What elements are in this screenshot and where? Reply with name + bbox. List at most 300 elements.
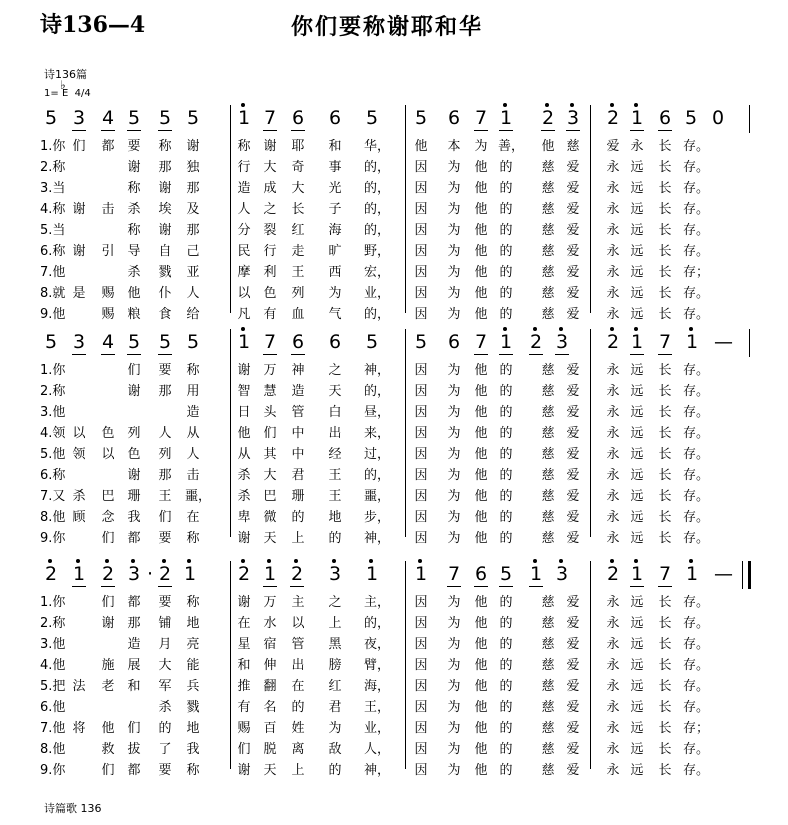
octave-dot xyxy=(559,327,563,331)
lyric-syllable: 谢 xyxy=(237,595,251,610)
lyric-syllable: 血 xyxy=(291,307,305,322)
lyric-syllable: 因 xyxy=(414,658,428,673)
lyric-syllable: 杀 xyxy=(72,489,86,504)
lyric-syllable: 为 xyxy=(447,223,461,238)
lyric-syllable: 因 xyxy=(414,489,428,504)
lyric-syllable: 7.他 xyxy=(40,721,66,736)
lyric-syllable: 老 xyxy=(101,679,115,694)
lyric-row xyxy=(40,380,750,400)
lyric-syllable: 慈 xyxy=(541,742,555,757)
lyric-syllable: 管 xyxy=(291,405,305,420)
lyric-syllable: 我 xyxy=(127,510,141,525)
note: 1 xyxy=(498,107,514,129)
lyric-syllable: 事 xyxy=(328,160,342,175)
lyric-syllable: 为 xyxy=(474,139,488,154)
lyric-syllable: 人 xyxy=(158,426,172,441)
lyric-syllable: 光 xyxy=(328,181,342,196)
lyric-syllable: 们 xyxy=(72,139,86,154)
lyric-syllable: 给 xyxy=(186,307,200,322)
lyric-syllable: 裂 xyxy=(263,223,277,238)
lyric-syllable: 他 xyxy=(474,447,488,462)
lyric-syllable: 的， xyxy=(364,223,391,238)
lyric-syllable: 造 xyxy=(186,405,200,420)
lyric-syllable: 存。 xyxy=(683,742,710,757)
lyric-syllable: 夜， xyxy=(364,637,391,652)
eighth-underline xyxy=(127,354,141,355)
lyric-syllable: 慈 xyxy=(541,405,555,420)
lyric-syllable: 爱 xyxy=(566,244,580,259)
lyric-syllable: 顾 xyxy=(72,510,86,525)
lyric-syllable: 凡 xyxy=(237,307,251,322)
lyric-syllable: 3.他 xyxy=(40,405,66,420)
lyric-syllable: 存。 xyxy=(683,307,710,322)
lyric-syllable: 远 xyxy=(630,286,644,301)
lyric-syllable: 的 xyxy=(291,510,305,525)
lyric-syllable: 有 xyxy=(237,700,251,715)
lyric-syllable: 伸 xyxy=(263,658,277,673)
lyric-syllable: 为 xyxy=(447,721,461,736)
lyric-syllable: 永 xyxy=(606,721,620,736)
note: 5 xyxy=(158,331,172,353)
lyric-syllable: 永 xyxy=(606,181,620,196)
lyric-syllable: 远 xyxy=(630,468,644,483)
lyric-syllable: 长 xyxy=(658,286,672,301)
lyric-syllable: 他 xyxy=(474,658,488,673)
barline xyxy=(742,561,743,589)
lyric-syllable: 3.他 xyxy=(40,637,66,652)
lyric-syllable: 为 xyxy=(447,700,461,715)
lyric-syllable: 远 xyxy=(630,637,644,652)
lyric-syllable: 爱 xyxy=(566,658,580,673)
lyric-syllable: 亚 xyxy=(186,265,200,280)
lyric-syllable: 慈 xyxy=(541,265,555,280)
lyric-syllable: 的 xyxy=(499,447,513,462)
lyric-syllable: 永 xyxy=(606,363,620,378)
lyric-syllable: 那 xyxy=(158,384,172,399)
note: 6 xyxy=(447,107,461,129)
lyric-syllable: 之 xyxy=(328,363,342,378)
hold-dash: — xyxy=(714,563,733,585)
lyric-syllable: 永 xyxy=(606,658,620,673)
lyric-syllable: 造 xyxy=(237,181,251,196)
lyric-syllable: 爱 xyxy=(566,160,580,175)
lyric-syllable: 旷 xyxy=(328,244,342,259)
lyric-syllable: 从 xyxy=(237,447,251,462)
lyric-syllable: 人， xyxy=(364,742,391,757)
lyric-syllable: 救 xyxy=(101,742,115,757)
lyric-syllable: 2.称 xyxy=(40,384,66,399)
eighth-underline xyxy=(474,130,488,131)
lyric-syllable: 他 xyxy=(414,139,428,154)
lyric-syllable: 用 xyxy=(186,384,200,399)
lyric-syllable: 独 xyxy=(186,160,200,175)
lyric-row xyxy=(40,135,750,155)
note: 1 xyxy=(236,331,252,353)
lyric-syllable: 称 xyxy=(186,363,200,378)
eighth-underline xyxy=(447,586,461,587)
note: 2 xyxy=(289,563,305,585)
lyric-syllable: 的 xyxy=(499,721,513,736)
lyric-syllable: 远 xyxy=(630,721,644,736)
lyric-syllable: 的 xyxy=(499,244,513,259)
lyric-syllable: 们 xyxy=(237,742,251,757)
lyric-syllable: 的 xyxy=(158,721,172,736)
lyric-syllable: 慈 xyxy=(541,531,555,546)
note: 5 xyxy=(365,107,379,129)
lyric-syllable: 因 xyxy=(414,447,428,462)
lyric-syllable: 远 xyxy=(630,307,644,322)
key-prefix: 1= xyxy=(44,88,59,99)
lyric-syllable: 他 xyxy=(474,223,488,238)
eighth-underline xyxy=(263,130,277,131)
lyric-syllable: 长 xyxy=(658,223,672,238)
lyric-syllable: 慈 xyxy=(541,489,555,504)
lyric-syllable: 慧 xyxy=(263,384,277,399)
lyric-syllable: 永 xyxy=(606,742,620,757)
lyric-syllable: 爱 xyxy=(566,223,580,238)
lyric-syllable: 推 xyxy=(237,679,251,694)
lyric-syllable: 因 xyxy=(414,286,428,301)
lyric-syllable: 地 xyxy=(328,510,342,525)
lyric-syllable: 的 xyxy=(499,489,513,504)
lyric-syllable: 远 xyxy=(630,384,644,399)
lyric-syllable: 以 xyxy=(237,286,251,301)
octave-dot xyxy=(570,103,574,107)
lyric-syllable: 爱 xyxy=(566,181,580,196)
lyric-syllable: 赐 xyxy=(101,286,115,301)
note: 1 xyxy=(262,563,278,585)
octave-dot xyxy=(418,559,422,563)
lyric-syllable: 噩， xyxy=(364,489,391,504)
octave-dot xyxy=(610,559,614,563)
lyric-syllable: 爱 xyxy=(566,265,580,280)
lyric-syllable: 军 xyxy=(158,679,172,694)
note: 1 xyxy=(528,563,544,585)
lyric-syllable: 的， xyxy=(364,307,391,322)
note: 0 xyxy=(711,107,725,129)
lyric-syllable: 们 xyxy=(263,426,277,441)
lyric-syllable: 慈 xyxy=(541,223,555,238)
lyric-syllable: 2.称 xyxy=(40,160,66,175)
octave-dot xyxy=(559,559,563,563)
lyric-syllable: 们 xyxy=(101,595,115,610)
lyric-syllable: 慈 xyxy=(541,763,555,778)
lyric-row xyxy=(40,506,750,526)
lyric-syllable: 粮 xyxy=(127,307,141,322)
lyric-syllable: 君 xyxy=(291,468,305,483)
lyric-syllable: 因 xyxy=(414,265,428,280)
lyric-syllable: 长 xyxy=(658,637,672,652)
lyric-syllable: 耶 xyxy=(291,139,305,154)
lyric-syllable: 己 xyxy=(186,244,200,259)
lyric-syllable: 远 xyxy=(630,742,644,757)
lyric-syllable: 4.领 xyxy=(40,426,66,441)
eighth-underline xyxy=(658,586,672,587)
lyric-syllable: 永 xyxy=(606,223,620,238)
lyric-syllable: 慈 xyxy=(541,307,555,322)
lyric-syllable: 谢 xyxy=(237,363,251,378)
note: 7 xyxy=(658,563,672,585)
lyric-syllable: 存。 xyxy=(683,531,710,546)
lyric-syllable: 地 xyxy=(186,721,200,736)
lyric-syllable: 因 xyxy=(414,616,428,631)
lyric-syllable: 爱 xyxy=(566,405,580,420)
lyric-syllable: 长 xyxy=(658,139,672,154)
lyric-syllable: 慈 xyxy=(541,384,555,399)
lyric-syllable: 长 xyxy=(658,447,672,462)
lyric-syllable: 的 xyxy=(499,405,513,420)
note: 6 xyxy=(328,331,342,353)
lyric-syllable: 永 xyxy=(606,489,620,504)
lyric-syllable: 5.他 xyxy=(40,447,66,462)
lyric-syllable: 1.你 xyxy=(40,595,66,610)
lyric-syllable: 分 xyxy=(237,223,251,238)
lyric-syllable: 为 xyxy=(447,595,461,610)
eighth-underline xyxy=(630,586,644,587)
lyric-syllable: 人 xyxy=(186,447,200,462)
lyric-syllable: 的 xyxy=(499,637,513,652)
lyric-syllable: 7.他 xyxy=(40,265,66,280)
lyric-syllable: 和 xyxy=(127,679,141,694)
lyric-syllable: 杀 xyxy=(158,700,172,715)
lyric-syllable: 的 xyxy=(291,700,305,715)
lyric-syllable: 永 xyxy=(606,531,620,546)
lyric-syllable: 的 xyxy=(499,679,513,694)
note: 5 xyxy=(414,331,428,353)
lyric-syllable: 永 xyxy=(606,510,620,525)
lyric-syllable: 埃 xyxy=(158,202,172,217)
lyric-syllable: 他 xyxy=(474,405,488,420)
lyric-syllable: 1.你 xyxy=(40,363,66,378)
eighth-underline xyxy=(474,354,488,355)
lyric-syllable: 中 xyxy=(291,426,305,441)
lyric-syllable: 气 xyxy=(328,307,342,322)
lyric-syllable: 敌 xyxy=(328,742,342,757)
lyric-syllable: 称 xyxy=(127,223,141,238)
note: 3 xyxy=(554,331,570,353)
lyric-syllable: 他 xyxy=(474,679,488,694)
lyric-syllable: 长 xyxy=(658,763,672,778)
lyric-syllable: 长 xyxy=(658,468,672,483)
lyric-syllable: 远 xyxy=(630,223,644,238)
lyric-syllable: 他 xyxy=(474,468,488,483)
lyric-syllable: 慈 xyxy=(541,426,555,441)
lyric-syllable: 为 xyxy=(447,181,461,196)
lyric-syllable: 远 xyxy=(630,679,644,694)
lyric-syllable: 他 xyxy=(237,426,251,441)
lyric-syllable: 6.称 xyxy=(40,244,66,259)
lyric-syllable: 存。 xyxy=(683,658,710,673)
lyric-syllable: 行 xyxy=(237,160,251,175)
lyric-row xyxy=(40,696,750,716)
lyric-syllable: 远 xyxy=(630,181,644,196)
lyric-syllable: 水 xyxy=(263,616,277,631)
lyric-syllable: 他 xyxy=(474,700,488,715)
lyric-syllable: 为 xyxy=(447,679,461,694)
eighth-underline xyxy=(658,130,672,131)
lyric-syllable: 他 xyxy=(474,307,488,322)
note: 6 xyxy=(291,331,305,353)
lyric-syllable: 存。 xyxy=(683,160,710,175)
lyric-syllable: 远 xyxy=(630,616,644,631)
lyric-syllable: 王 xyxy=(328,468,342,483)
lyric-syllable: 为 xyxy=(447,489,461,504)
lyric-syllable: 色 xyxy=(127,447,141,462)
lyric-syllable: 大 xyxy=(158,658,172,673)
lyric-syllable: 王， xyxy=(364,700,391,715)
note: 1 xyxy=(684,563,700,585)
lyric-syllable: 有 xyxy=(263,307,277,322)
lyric-syllable: 长 xyxy=(658,510,672,525)
lyric-syllable: 爱 xyxy=(566,510,580,525)
eighth-underline xyxy=(541,130,555,131)
note: 1 xyxy=(498,331,514,353)
lyric-syllable: 的， xyxy=(364,468,391,483)
lyric-syllable: 长 xyxy=(658,700,672,715)
note: 5 xyxy=(684,107,698,129)
lyric-syllable: 为 xyxy=(447,265,461,280)
octave-dot xyxy=(634,103,638,107)
lyric-syllable: 步， xyxy=(364,510,391,525)
lyric-syllable: 的 xyxy=(499,265,513,280)
lyric-syllable: 5.当 xyxy=(40,223,66,238)
lyric-syllable: 为 xyxy=(328,721,342,736)
lyric-syllable: 他 xyxy=(474,244,488,259)
lyric-syllable: 色 xyxy=(101,426,115,441)
lyric-syllable: 永 xyxy=(606,307,620,322)
octave-dot xyxy=(610,327,614,331)
octave-dot xyxy=(634,559,638,563)
note: 1 xyxy=(629,107,645,129)
lyric-row xyxy=(40,303,750,323)
lyric-syllable: 们 xyxy=(101,531,115,546)
lyric-syllable: 野， xyxy=(364,244,391,259)
lyric-syllable: 击 xyxy=(101,202,115,217)
lyric-syllable: 存。 xyxy=(683,286,710,301)
lyric-syllable: 拔 xyxy=(127,742,141,757)
note: 6 xyxy=(658,107,672,129)
lyric-syllable: 是 xyxy=(72,286,86,301)
lyric-syllable: 永 xyxy=(606,405,620,420)
lyric-syllable: 他 xyxy=(474,616,488,631)
lyric-syllable: 法 xyxy=(72,679,86,694)
lyric-syllable: 长 xyxy=(291,202,305,217)
octave-dot xyxy=(545,103,549,107)
lyric-syllable: 远 xyxy=(630,447,644,462)
lyric-syllable: 远 xyxy=(630,489,644,504)
lyric-syllable: 击 xyxy=(186,468,200,483)
lyric-syllable: 长 xyxy=(658,426,672,441)
barline xyxy=(748,561,751,589)
lyric-row xyxy=(40,261,750,281)
lyric-syllable: 们 xyxy=(127,721,141,736)
lyric-syllable: 的 xyxy=(499,223,513,238)
lyric-syllable: 他 xyxy=(474,202,488,217)
lyric-syllable: 4.他 xyxy=(40,658,66,673)
lyric-syllable: 他 xyxy=(474,363,488,378)
lyric-syllable: 要 xyxy=(127,139,141,154)
lyric-syllable: 远 xyxy=(630,244,644,259)
lyric-syllable: 慈 xyxy=(541,160,555,175)
lyric-syllable: 爱 xyxy=(566,468,580,483)
lyric-syllable: 永 xyxy=(606,160,620,175)
lyric-syllable: 他 xyxy=(541,139,555,154)
note: 7 xyxy=(658,331,672,353)
lyric-syllable: 存。 xyxy=(683,384,710,399)
lyric-syllable: 爱 xyxy=(566,616,580,631)
lyric-syllable: 黑 xyxy=(328,637,342,652)
lyric-syllable: 走 xyxy=(291,244,305,259)
lyric-row xyxy=(40,198,750,218)
lyric-syllable: 念 xyxy=(101,510,115,525)
lyric-syllable: 的 xyxy=(499,363,513,378)
eighth-underline xyxy=(630,354,644,355)
lyric-syllable: 他 xyxy=(474,637,488,652)
lyric-syllable: 8.就 xyxy=(40,286,66,301)
lyric-syllable: 们 xyxy=(127,363,141,378)
lyric-syllable: 谢 xyxy=(72,202,86,217)
note: 3 xyxy=(327,563,343,585)
lyric-syllable: 长 xyxy=(658,489,672,504)
lyric-syllable: 上 xyxy=(291,763,305,778)
lyric-row xyxy=(40,633,750,653)
barline xyxy=(749,329,750,357)
lyric-syllable: 存。 xyxy=(683,489,710,504)
lyric-syllable: 神， xyxy=(364,531,391,546)
lyric-syllable: 赐 xyxy=(101,307,115,322)
lyric-syllable: 经 xyxy=(328,447,342,462)
lyric-syllable: 8.他 xyxy=(40,510,66,525)
note: 1 xyxy=(71,563,87,585)
lyric-syllable: 长 xyxy=(658,721,672,736)
note: 5 xyxy=(414,107,428,129)
note: 5 xyxy=(499,563,513,585)
hymn-code: 诗136—4 xyxy=(40,12,146,38)
lyric-syllable: 星 xyxy=(237,637,251,652)
lyric-syllable: 的 xyxy=(499,616,513,631)
lyric-syllable: 那 xyxy=(158,160,172,175)
lyric-syllable: 的 xyxy=(499,658,513,673)
lyric-syllable: 谢 xyxy=(127,160,141,175)
lyric-syllable: 远 xyxy=(630,658,644,673)
lyric-syllable: 因 xyxy=(414,595,428,610)
lyric-syllable: 存。 xyxy=(683,363,710,378)
lyric-syllable: 离 xyxy=(291,742,305,757)
lyric-syllable: 珊 xyxy=(127,489,141,504)
note: 5 xyxy=(186,331,200,353)
lyric-syllable: 来， xyxy=(364,426,391,441)
lyric-syllable: 的 xyxy=(499,595,513,610)
lyric-syllable: 慈 xyxy=(541,181,555,196)
note: 2 xyxy=(605,563,621,585)
note: 1 xyxy=(364,563,380,585)
eighth-underline xyxy=(474,586,488,587)
lyric-syllable: 因 xyxy=(414,307,428,322)
octave-dot xyxy=(267,559,271,563)
lyric-syllable: 的， xyxy=(364,160,391,175)
note: 5 xyxy=(158,107,172,129)
lyric-syllable: 列 xyxy=(127,426,141,441)
eighth-underline xyxy=(72,130,86,131)
lyric-syllable: 的 xyxy=(499,468,513,483)
lyric-syllable: 9.你 xyxy=(40,531,66,546)
lyric-syllable: 长 xyxy=(658,742,672,757)
lyric-syllable: 食 xyxy=(158,307,172,322)
lyric-row xyxy=(40,738,750,758)
note: 7 xyxy=(263,107,277,129)
lyric-syllable: 的 xyxy=(499,307,513,322)
lyric-syllable: 之 xyxy=(328,595,342,610)
